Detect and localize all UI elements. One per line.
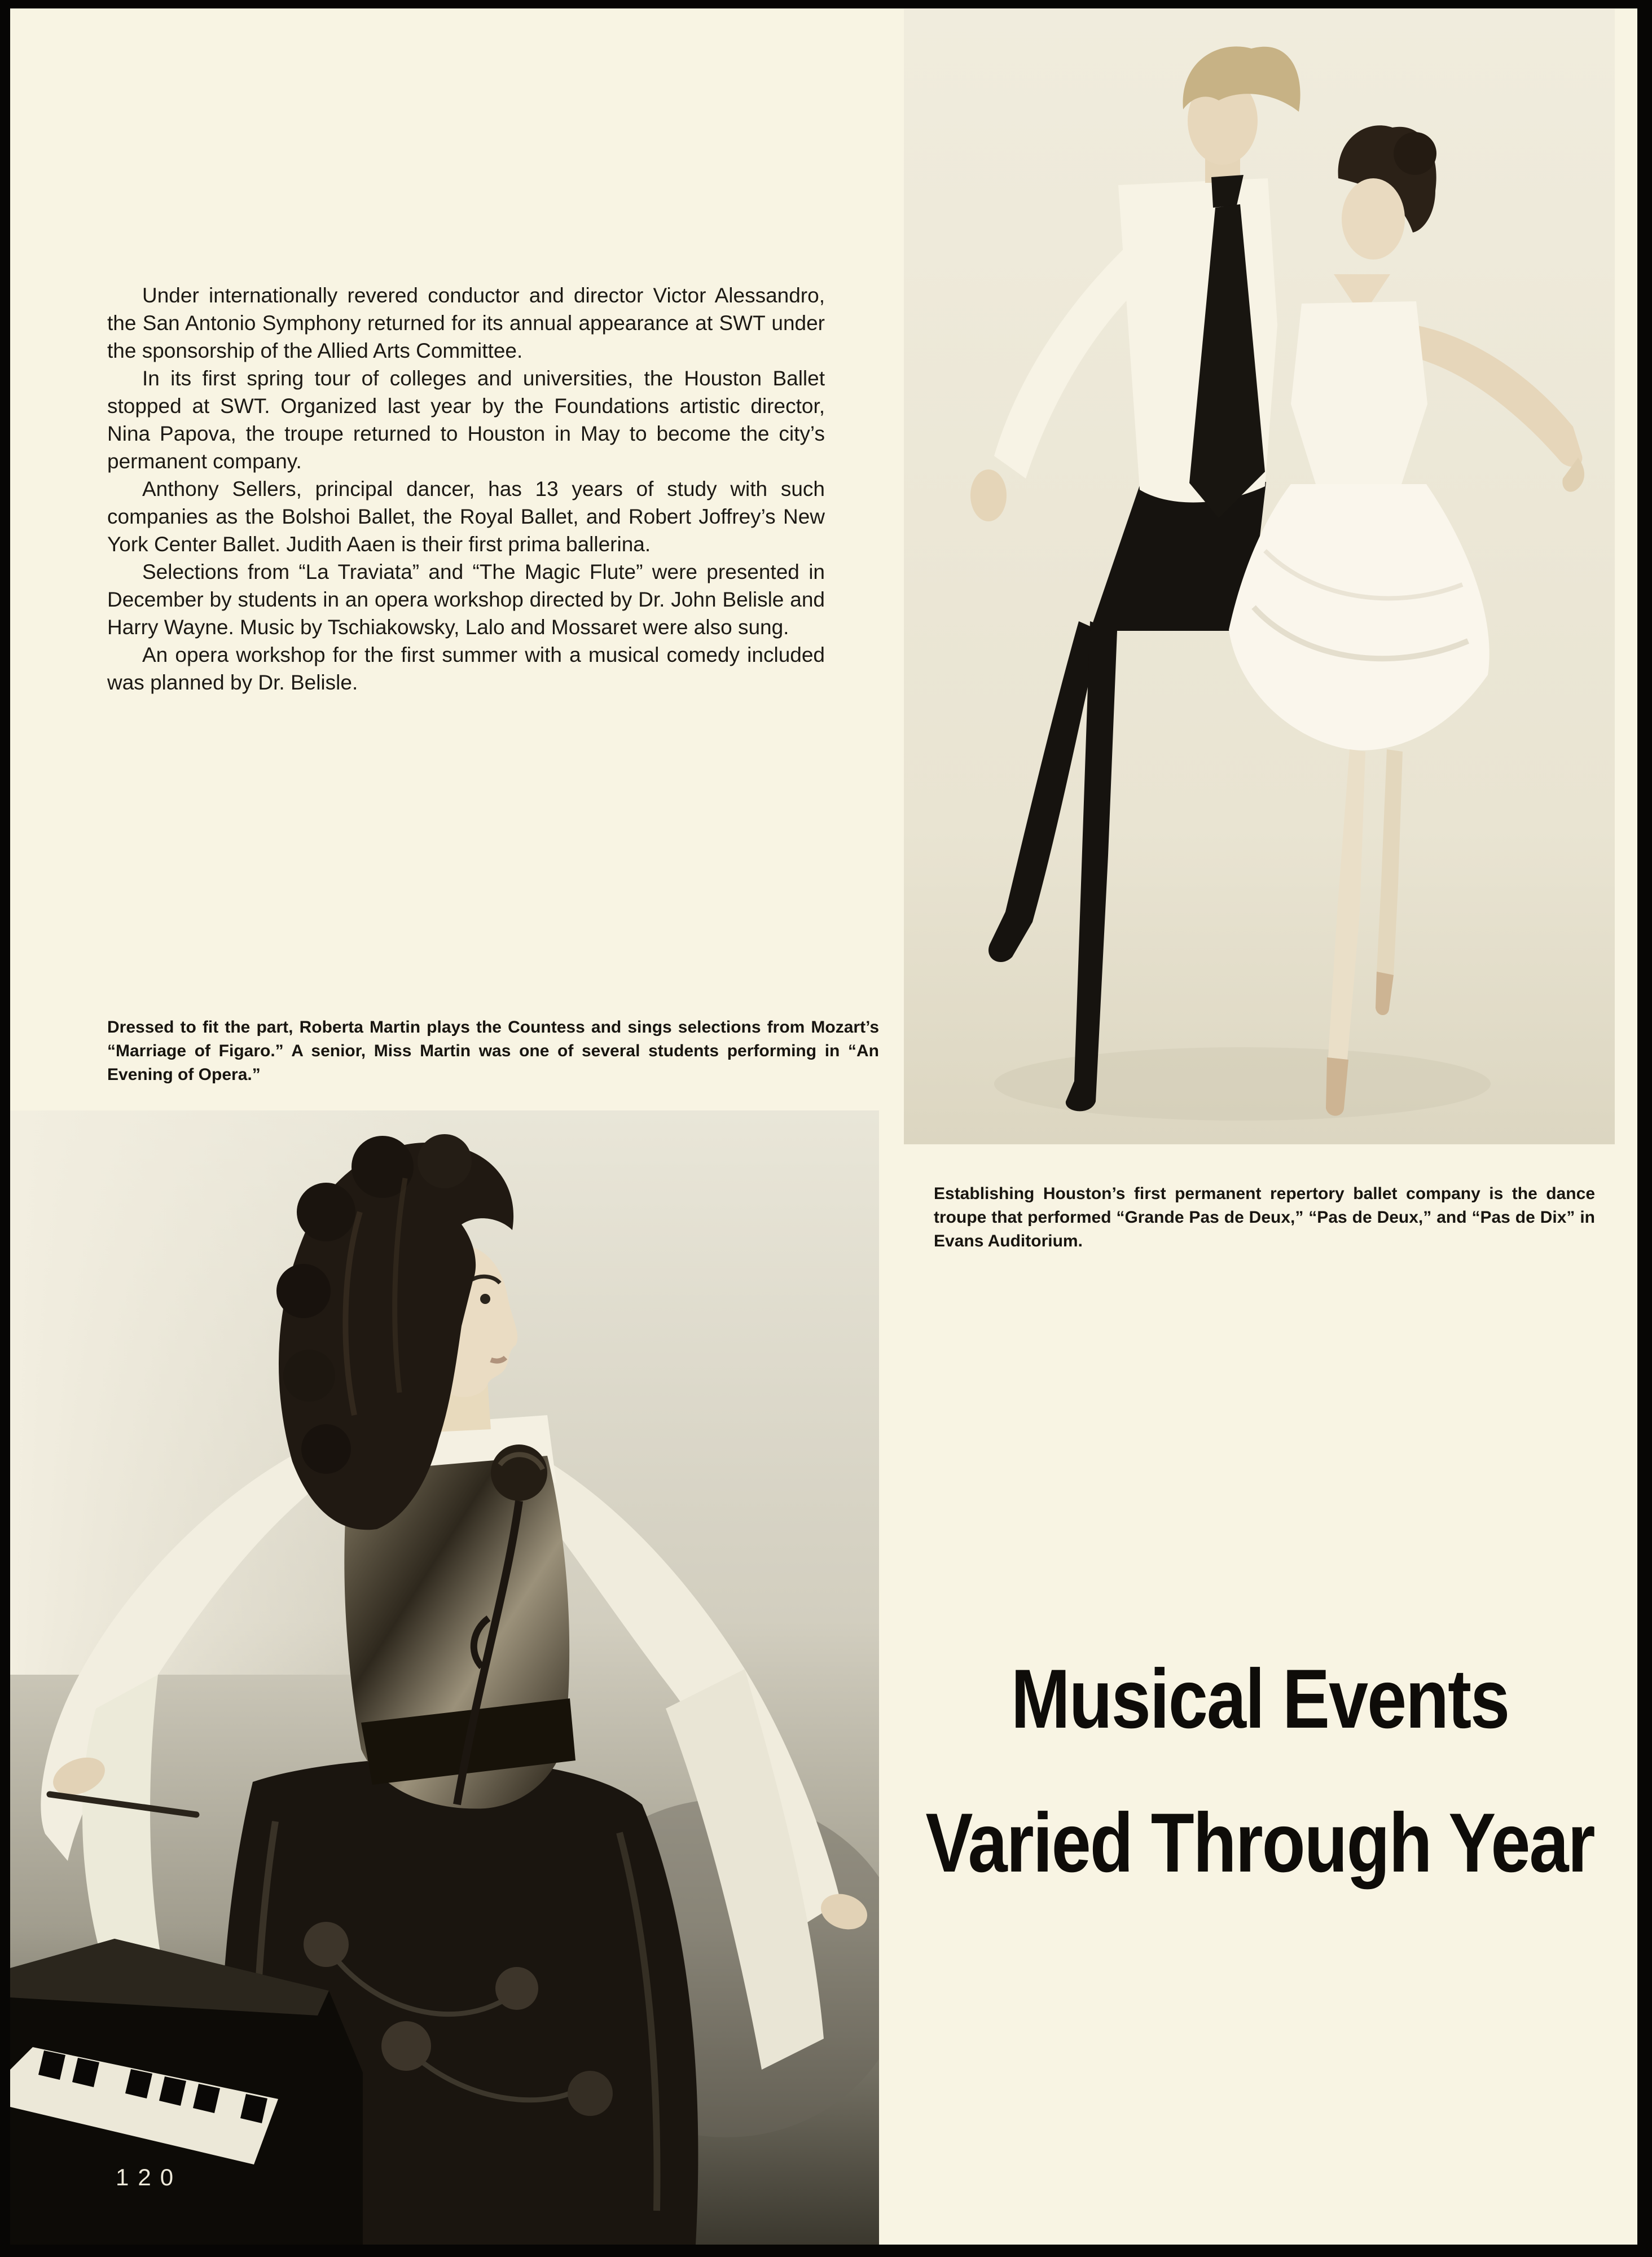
article-paragraph: In its first spring tour of colleges and universities, the Houston Ballet stopped at SWT. Organized last year by the Foundations artistic director, Nina Papova, the troupe returned to Houston in May to become the city’s permanent company. [107, 367, 825, 473]
headline-line-2: Varied Through Year [925, 1795, 1594, 1890]
article-paragraph: Under internationally revered conductor and director Victor Alessandro, the San Antonio Symphony returned for its annual appearance at SWT under the sponsorship of the Allied Arts Committee. [107, 284, 825, 362]
opera-photo-illustration [10, 1110, 879, 2245]
opera-photo [10, 1110, 879, 2245]
article-paragraph: An opera workshop for the first summer with a musical comedy included was planned by Dr. Belisle. [107, 643, 825, 694]
headline-line-1: Musical Events [1010, 1652, 1509, 1746]
article-text [107, 282, 825, 696]
ballet-photo [904, 9, 1615, 1144]
ballet-photo-illustration [904, 9, 1615, 1144]
page [10, 8, 1637, 2245]
ballet-photo-caption: Establishing Houston’s first permanent repertory ballet company is the dance troupe that performed “Grande Pas de Deux,” “Pas de Deux,” and “Pas de Dix” in Evans Auditorium. [934, 1184, 1595, 1250]
article-paragraph: Anthony Sellers, principal dancer, has 13 years of study with such companies as the Bolshoi Ballet, the Royal Ballet, and Robert Joffrey’s New York Center Ballet. Judith Aaen is their first prima ballerina. [107, 477, 825, 556]
page-number: 120 [116, 2164, 183, 2190]
article-paragraph: Selections from “La Traviata” and “The Magic Flute” were presented in December by students in an opera workshop directed by Dr. John Belisle and Harry Wayne. Music by Tschiakowsky, Lalo and Mossaret were also sung. [107, 560, 825, 639]
opera-photo-caption: Dressed to fit the part, Roberta Martin plays the Countess and sings selections from Mozart’s “Marriage of Figaro.” A senior, Miss Martin was one of several students performing in “An Evening of Opera.” [107, 1018, 879, 1084]
